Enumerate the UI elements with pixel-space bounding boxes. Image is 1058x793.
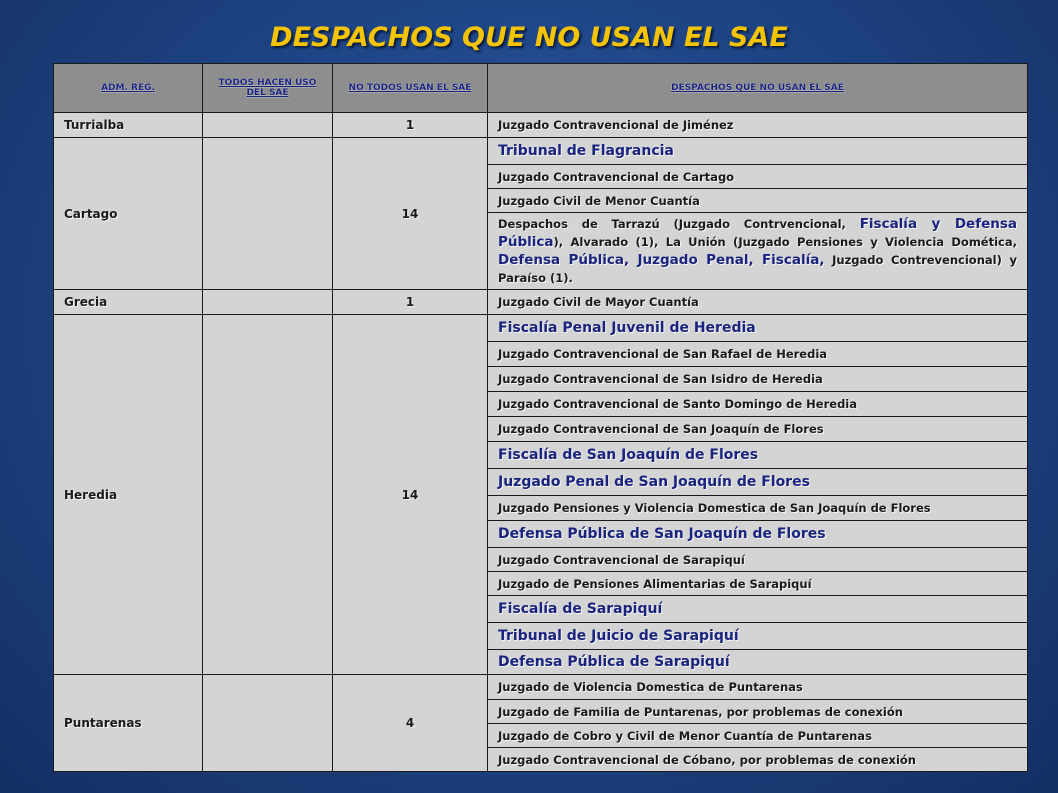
despacho-item-tarrazu [488,213,1028,290]
table-row [54,675,1028,700]
despacho-item: Juzgado Contravencional de San Rafael de Heredia [488,342,1028,367]
count-cell: 1 [333,113,488,138]
region-name: Grecia [54,290,203,315]
despacho-item: Juzgado de Violencia Domestica de Puntarenas [488,675,1028,700]
todos-cell [203,113,333,138]
despacho-item: Juzgado Penal de San Joaquín de Flores [488,469,1028,496]
todos-cell [203,675,333,772]
despacho-item: Juzgado Contravencional de Cartago [488,165,1028,189]
despacho-item: Juzgado Pensiones y Violencia Domestica de San Joaquín de Flores [488,496,1028,521]
table-header-row [54,64,1028,113]
despacho-item: Juzgado Civil de Mayor Cuantía [488,290,1028,315]
table-row [54,138,1028,165]
header-adm-reg: ADM. REG. [54,64,203,113]
count-cell: 1 [333,290,488,315]
despachos-table [53,63,1028,772]
tarrazu-text: Despachos de Tarrazú (Juzgado Contrvencional, [498,217,860,231]
header-todos: TODOS HACEN USO DEL SAE [203,64,333,113]
count-cell: 14 [333,315,488,675]
despacho-item: Fiscalía de San Joaquín de Flores [488,442,1028,469]
table-row [54,113,1028,138]
despacho-item: Juzgado Contravencional de Cóbano, por problemas de conexión [488,748,1028,772]
despacho-item: Juzgado de Cobro y Civil de Menor Cuantía de Puntarenas [488,724,1028,748]
despacho-item: Tribunal de Juicio de Sarapiquí [488,623,1028,650]
despacho-item: Tribunal de Flagrancia [488,138,1028,165]
table-row [54,290,1028,315]
despacho-item: Juzgado Civil de Menor Cuantía [488,189,1028,213]
despacho-item: Fiscalía de Sarapiquí [488,596,1028,623]
region-name: Turrialba [54,113,203,138]
todos-cell [203,138,333,290]
tarrazu-highlight: Fiscalía y Defensa Pública [498,216,1017,250]
tarrazu-text: ), Alvarado (1), La Unión (Juzgado Pensiones y Violencia Domética, [553,235,1017,249]
count-cell: 4 [333,675,488,772]
despacho-item: Juzgado Contravencional de San Isidro de Heredia [488,367,1028,392]
table-row [54,315,1028,342]
count-cell: 14 [333,138,488,290]
region-name: Cartago [54,138,203,290]
todos-cell [203,290,333,315]
tarrazu-highlight: Defensa Pública, Juzgado Penal, Fiscalía, [498,252,825,268]
despacho-item: Defensa Pública de Sarapiquí [488,650,1028,675]
header-despachos: DESPACHOS QUE NO USAN EL SAE [488,64,1028,113]
tarrazu-text: Juzgado Contrevencional) y Paraíso (1). [498,253,1017,285]
header-no-todos: NO TODOS USAN EL SAE [333,64,488,113]
region-name: Puntarenas [54,675,203,772]
page-title: DESPACHOS QUE NO USAN EL SAE [270,22,788,53]
despacho-item: Juzgado de Pensiones Alimentarias de Sarapiquí [488,572,1028,596]
despacho-item: Juzgado Contravencional de Sarapiquí [488,548,1028,572]
despacho-item: Defensa Pública de San Joaquín de Flores [488,521,1028,548]
despacho-item: Juzgado Contravencional de Jiménez [488,113,1028,138]
despacho-item: Juzgado de Familia de Puntarenas, por problemas de conexión [488,700,1028,724]
region-name: Heredia [54,315,203,675]
todos-cell [203,315,333,675]
despacho-item: Juzgado Contravencional de Santo Domingo de Heredia [488,392,1028,417]
despacho-item: Fiscalía Penal Juvenil de Heredia [488,315,1028,342]
despacho-item: Juzgado Contravencional de San Joaquín de Flores [488,417,1028,442]
